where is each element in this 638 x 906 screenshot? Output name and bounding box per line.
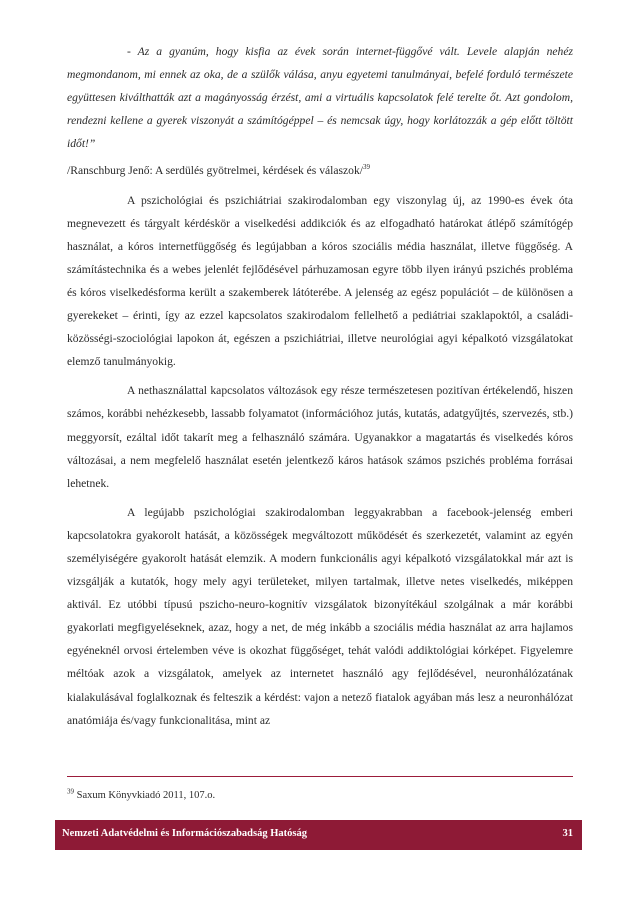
opening-quote: - Az a gyanúm, hogy kisfia az évek során internet-függővé vált. Levele alapján nehéz megmondanom, mi ennek az oka, de a szülők válása, anyu egyetemi tanulmányai, befelé forduló természete együttesen kiválthatták azt a magányosság érzést, ami a virtuális kapcsolatok felé terelte őt. Azt gondolom, rendezni kellene a gyerek viszonyát a számítógéppel – és nemcsak úgy, hogy korlátozzák a gép előtt töltött időt!”: [67, 45, 573, 151]
paragraph-3: A legújabb pszichológiai szakirodalomban leggyakrabban a facebook-jelenség emberi kapcsolatokra gyakorolt hatását, a közösségek megváltozott működését és szerkezetét, valamint az egyén személyiségére gyakorolt hatását elemzik. A modern funkcionális agyi képalkotó vizsgálatokkal már azt is vizsgálják a kutatók, hogy mely agyi területeket, milyen tartalmak, illetve netes viselkedés, miképpen aktivál. Ez utóbbi típusú pszicho-neuro-kognitív vizsgálatok bizonyítékául szolgálnak a már korábbi gyakorlati megfigyeléseknek, azaz, hogy a net, de még inkább a szociális média használat az arra hajlamos egyéneknél orvosi értelemben véve is okozhat függőséget, tehát valódi addiktológiai kórképet. Figyelemre méltóak azok a vizsgálatok, amelyek az internetet használó agy fejlődésével, neuronhálózatának kialakulásával foglalkoznak és felteszik a kérdést: vajon a netező fiatalok agyában más lesz a neuronhálózat anatómiája és/vagy funkcionalitása, mint az: [67, 505, 573, 727]
footnote-text: Saxum Könyvkiadó 2011, 107.o.: [76, 790, 216, 801]
body-text: [67, 40, 573, 732]
footer-organization: Nemzeti Adatvédelmi és Információszabadság Hatóság: [62, 828, 307, 839]
paragraph-1: A pszichológiai és pszichiátriai szakirodalomban egy viszonylag új, az 1990-es évek óta megnevezett és tárgyalt kérdéskör a viselkedési addikciók és az elfogadható határokat átlépő számítógép használat, a kóros internetfüggőség és legújabban a kóros szociális média használat, illetve függőség. A számítástechnika és a webes jelenlét fejlődésével párhuzamosan egyre több ilyen irányú pszichés probléma és kóros viselkedésforma került a szakemberek látóterébe. A jelenség az egész populációt – de különösen a gyerekeket – érinti, így az ezzel kapcsolatos szakirodalom fellelhető a pediátriai szaklapoktól, a családi-közösségi-szociológiai lapokon át, egészen a pszichiátriai, illetve neurológiai agyi képalkotó vizsgálatokat elemző tanulmányokig.: [67, 193, 573, 369]
paragraph-2: A nethasználattal kapcsolatos változások egy része természetesen pozitívan értékelendő, hiszen számos, korábbi nehézkesebb, lassabb folyamatot (információhoz jutás, kutatás, adatgyűjtés, szervezés, stb.) meggyorsít, ezáltal időt takarít meg a felhasználó számára. Ugyanakkor a magatartás és viselkedés kóros változásai, a nem megfelelő használat esetén jelentkező káros hatások számos pszichés probléma forrásai lehetnek.: [67, 384, 573, 490]
quote-attribution: [67, 159, 573, 182]
footnote-reference: 39: [363, 163, 371, 172]
footnote-divider: [67, 776, 573, 777]
page-footer: [55, 820, 582, 850]
footnote-number: 39: [67, 787, 74, 796]
footnote: [67, 787, 573, 801]
attribution-text: /Ranschburg Jenő: A serdülés gyötrelmei, kérdések és válaszok/: [67, 164, 364, 178]
page-number: 31: [562, 828, 573, 839]
